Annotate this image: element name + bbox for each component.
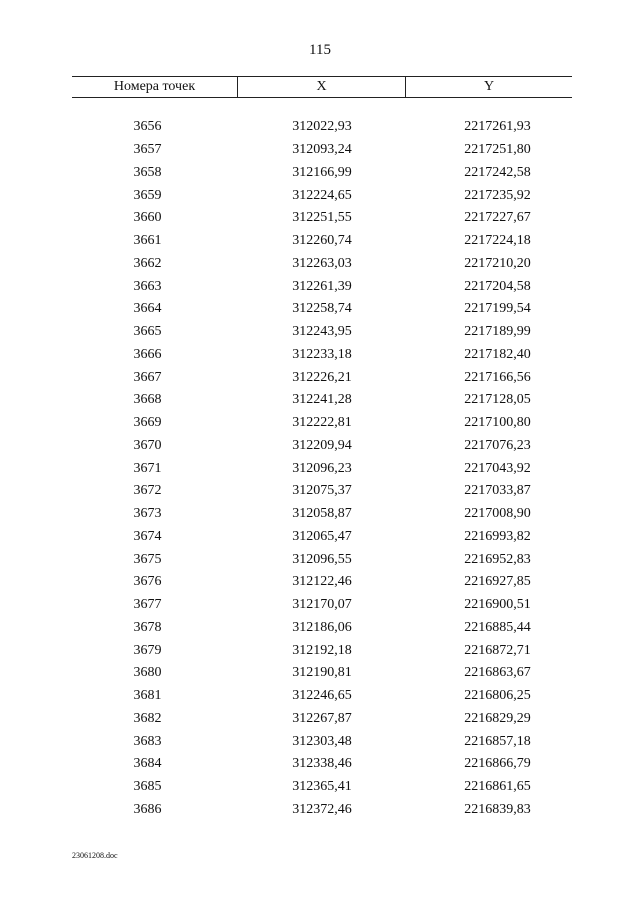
y-coordinate-cell: 2217043,92	[464, 460, 531, 476]
table-row	[72, 207, 572, 230]
y-coordinate-cell: 2217242,58	[464, 164, 531, 180]
table-row	[72, 275, 572, 298]
table-body	[72, 116, 572, 821]
y-coordinate-cell: 2217199,54	[464, 301, 531, 317]
point-number-cell: 3674	[133, 528, 162, 544]
x-coordinate-cell: 312233,18	[292, 346, 352, 362]
point-number-cell: 3678	[133, 619, 162, 635]
point-number-cell: 3672	[133, 483, 162, 499]
x-coordinate-cell: 312190,81	[292, 665, 352, 681]
x-coordinate-cell: 312065,47	[292, 528, 352, 544]
table-row	[72, 799, 572, 822]
point-number-cell: 3661	[133, 233, 162, 249]
point-number-cell: 3657	[133, 142, 162, 158]
y-coordinate-cell: 2217210,20	[464, 255, 531, 271]
point-number-cell: 3671	[133, 460, 162, 476]
point-number-cell: 3663	[133, 278, 162, 294]
x-coordinate-cell: 312246,65	[292, 688, 352, 704]
x-coordinate-cell: 312022,93	[292, 119, 352, 135]
y-coordinate-cell: 2217128,05	[464, 392, 531, 408]
y-coordinate-cell: 2217235,92	[464, 187, 531, 203]
y-coordinate-cell: 2216927,85	[464, 574, 531, 590]
x-coordinate-cell: 312222,81	[292, 415, 352, 431]
point-number-cell: 3684	[133, 756, 162, 772]
y-coordinate-cell: 2216866,79	[464, 756, 531, 772]
table-row	[72, 571, 572, 594]
y-coordinate-cell: 2216900,51	[464, 597, 531, 613]
point-number-cell: 3665	[133, 324, 162, 340]
table-row	[72, 708, 572, 731]
y-coordinate-cell: 2217227,67	[464, 210, 531, 226]
table-row	[72, 139, 572, 162]
y-coordinate-cell: 2216952,83	[464, 551, 531, 567]
table-row	[72, 662, 572, 685]
table-row	[72, 617, 572, 640]
y-coordinate-cell: 2216857,18	[464, 733, 531, 749]
point-number-cell: 3677	[133, 597, 162, 613]
y-coordinate-cell: 2216885,44	[464, 619, 531, 635]
y-coordinate-cell: 2217182,40	[464, 346, 531, 362]
table-row	[72, 321, 572, 344]
point-number-cell: 3666	[133, 346, 162, 362]
y-coordinate-cell: 2216806,25	[464, 688, 531, 704]
table-row	[72, 412, 572, 435]
point-number-cell: 3669	[133, 415, 162, 431]
x-coordinate-cell: 312058,87	[292, 506, 352, 522]
header-y: Y	[405, 77, 572, 97]
x-coordinate-cell: 312267,87	[292, 710, 352, 726]
point-number-cell: 3659	[133, 187, 162, 203]
x-coordinate-cell: 312166,99	[292, 164, 352, 180]
table-row	[72, 548, 572, 571]
page-number: 115	[309, 42, 331, 58]
table-row	[72, 344, 572, 367]
point-number-cell: 3680	[133, 665, 162, 681]
table-row	[72, 366, 572, 389]
y-coordinate-cell: 2217033,87	[464, 483, 531, 499]
x-coordinate-cell: 312209,94	[292, 437, 352, 453]
x-coordinate-cell: 312241,28	[292, 392, 352, 408]
y-coordinate-cell: 2217251,80	[464, 142, 531, 158]
x-coordinate-cell: 312226,21	[292, 369, 352, 385]
table-row	[72, 116, 572, 139]
point-number-cell: 3670	[133, 437, 162, 453]
y-coordinate-cell: 2217261,93	[464, 119, 531, 135]
x-coordinate-cell: 312372,46	[292, 801, 352, 817]
table-row	[72, 230, 572, 253]
point-number-cell: 3681	[133, 688, 162, 704]
table-header	[72, 76, 572, 98]
point-number-cell: 3682	[133, 710, 162, 726]
y-coordinate-cell: 2217166,56	[464, 369, 531, 385]
point-number-cell: 3675	[133, 551, 162, 567]
y-coordinate-cell: 2216872,71	[464, 642, 531, 658]
table-row	[72, 685, 572, 708]
table-row	[72, 162, 572, 185]
x-coordinate-cell: 312096,23	[292, 460, 352, 476]
point-number-cell: 3679	[133, 642, 162, 658]
x-coordinate-cell: 312122,46	[292, 574, 352, 590]
point-number-cell: 3683	[133, 733, 162, 749]
table-row	[72, 639, 572, 662]
point-number-cell: 3664	[133, 301, 162, 317]
point-number-cell: 3676	[133, 574, 162, 590]
x-coordinate-cell: 312186,06	[292, 619, 352, 635]
x-coordinate-cell: 312258,74	[292, 301, 352, 317]
y-coordinate-cell: 2216829,29	[464, 710, 531, 726]
x-coordinate-cell: 312075,37	[292, 483, 352, 499]
table-row	[72, 457, 572, 480]
y-coordinate-cell: 2216863,67	[464, 665, 531, 681]
y-coordinate-cell: 2217100,80	[464, 415, 531, 431]
table-row	[72, 776, 572, 799]
header-point-numbers: Номера точек	[113, 79, 196, 94]
point-number-cell: 3668	[133, 392, 162, 408]
x-coordinate-cell: 312338,46	[292, 756, 352, 772]
x-coordinate-cell: 312303,48	[292, 733, 352, 749]
point-number-cell: 3660	[133, 210, 162, 226]
x-coordinate-cell: 312096,55	[292, 551, 352, 567]
point-number-cell: 3658	[133, 164, 162, 180]
footer-filename: 23061208.doc	[72, 851, 118, 860]
y-coordinate-cell: 2216993,82	[464, 528, 531, 544]
x-coordinate-cell: 312093,24	[292, 142, 352, 158]
x-coordinate-cell: 312243,95	[292, 324, 352, 340]
table-row	[72, 503, 572, 526]
point-number-cell: 3662	[133, 255, 162, 271]
table-row	[72, 753, 572, 776]
y-coordinate-cell: 2216839,83	[464, 801, 531, 817]
table-row	[72, 480, 572, 503]
point-number-cell: 3673	[133, 506, 162, 522]
x-coordinate-cell: 312365,41	[292, 779, 352, 795]
point-number-cell: 3686	[133, 801, 162, 817]
x-coordinate-cell: 312192,18	[292, 642, 352, 658]
table-row	[72, 253, 572, 276]
table-row	[72, 435, 572, 458]
x-coordinate-cell: 312261,39	[292, 278, 352, 294]
y-coordinate-cell: 2217204,58	[464, 278, 531, 294]
y-coordinate-cell: 2217076,23	[464, 437, 531, 453]
x-coordinate-cell: 312263,03	[292, 255, 352, 271]
point-number-cell: 3685	[133, 779, 162, 795]
x-coordinate-cell: 312170,07	[292, 597, 352, 613]
x-coordinate-cell: 312260,74	[292, 233, 352, 249]
header-x: X	[237, 77, 405, 97]
y-coordinate-cell: 2217189,99	[464, 324, 531, 340]
x-coordinate-cell: 312251,55	[292, 210, 352, 226]
table-row	[72, 298, 572, 321]
table-row	[72, 594, 572, 617]
table-row	[72, 184, 572, 207]
y-coordinate-cell: 2216861,65	[464, 779, 531, 795]
point-number-cell: 3667	[133, 369, 162, 385]
x-coordinate-cell: 312224,65	[292, 187, 352, 203]
y-coordinate-cell: 2217224,18	[464, 233, 531, 249]
y-coordinate-cell: 2217008,90	[464, 506, 531, 522]
table-row	[72, 730, 572, 753]
table-row	[72, 526, 572, 549]
table-row	[72, 389, 572, 412]
point-number-cell: 3656	[133, 119, 162, 135]
